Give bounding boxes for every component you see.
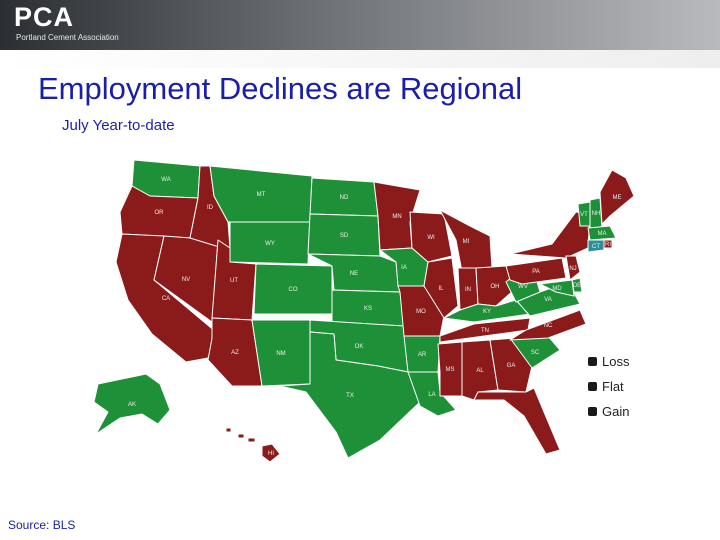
state-label-mo: MO	[416, 309, 426, 315]
state-label-nd: ND	[339, 195, 349, 201]
slide-title: Employment Declines are Regional	[38, 71, 523, 106]
state-label-ms: MS	[445, 367, 455, 373]
legend-loss-label: Loss	[602, 353, 630, 369]
state-label-la: LA	[428, 392, 436, 398]
state-label-wi: WI	[427, 235, 435, 241]
state-label-il: IL	[438, 286, 444, 292]
state-label-vt: VT	[580, 212, 588, 218]
pca-logo: PCA	[14, 2, 75, 32]
state-label-ri: RI	[605, 242, 611, 248]
state-label-wa: WA	[161, 177, 171, 183]
state-label-mt: MT	[256, 192, 266, 198]
state-hi-island-2	[238, 434, 244, 438]
state-label-ga: GA	[506, 363, 516, 369]
state-label-ak: AK	[127, 402, 137, 408]
state-label-id: ID	[207, 205, 213, 211]
state-label-nh: NH	[591, 211, 601, 217]
legend-loss-swatch	[588, 357, 597, 366]
state-label-ky: KY	[482, 309, 492, 315]
state-label-nv: NV	[181, 277, 191, 283]
legend-flat-label: Flat	[602, 378, 624, 394]
state-label-mn: MN	[392, 214, 402, 220]
legend-flat	[588, 377, 624, 395]
state-label-md: MD	[552, 286, 562, 292]
state-label-ut: UT	[230, 278, 238, 284]
state-label-me: ME	[612, 195, 622, 201]
state-label-ok: OK	[354, 344, 364, 350]
state-label-az: AZ	[231, 350, 239, 356]
state-label-oh: OH	[490, 284, 500, 290]
state-label-sd: SD	[339, 233, 349, 239]
state-label-ar: AR	[417, 352, 427, 358]
state-label-wv: WV	[518, 284, 528, 290]
state-label-pa: PA	[532, 269, 540, 275]
state-label-al: AL	[476, 368, 484, 374]
state-hi-island-3	[248, 438, 255, 442]
legend-gain-label: Gain	[602, 403, 630, 419]
state-label-ca: CA	[161, 296, 171, 302]
state-label-sc: SC	[530, 350, 540, 356]
state-label-nc: NC	[543, 323, 553, 329]
state-label-tx: TX	[346, 393, 354, 399]
state-label-or: OR	[154, 210, 164, 216]
legend-gain-swatch	[588, 407, 597, 416]
org-name: Portland Cement Association	[16, 33, 119, 42]
state-label-ne: NE	[349, 271, 359, 277]
legend-flat-swatch	[588, 382, 597, 391]
state-label-ks: KS	[363, 306, 373, 312]
legend-loss	[588, 352, 629, 370]
state-hi-island-1	[226, 428, 231, 432]
state-label-co: CO	[288, 287, 298, 293]
state-label-wy: WY	[265, 241, 275, 247]
state-label-hi: HI	[268, 451, 274, 457]
state-label-ct: CT	[592, 244, 600, 250]
source-note: Source: BLS	[8, 518, 76, 532]
state-label-fl: FL	[513, 419, 521, 425]
legend-gain	[588, 402, 629, 420]
state-label-ia: IA	[401, 265, 407, 271]
state-label-mi: MI	[462, 239, 470, 245]
state-label-ny: NY	[545, 233, 555, 239]
state-label-va: VA	[544, 297, 552, 303]
state-label-in: IN	[465, 287, 471, 293]
state-label-nj: NJ	[569, 266, 577, 272]
slide-subtitle: July Year-to-date	[62, 117, 175, 134]
state-label-de: DE	[572, 283, 582, 289]
state-label-ma: MA	[597, 231, 607, 237]
state-label-tn: TN	[481, 328, 489, 334]
state-label-nm: NM	[276, 351, 286, 357]
